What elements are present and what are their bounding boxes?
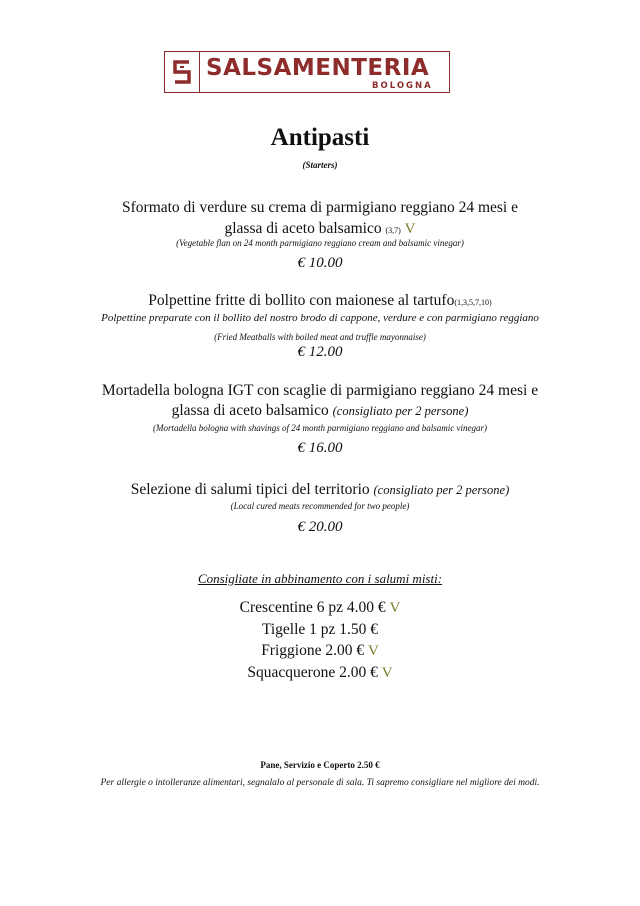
dish-4-note: (Local cured meats recommended for two people)	[230, 501, 410, 511]
section-title: Antipasti	[270, 124, 370, 151]
dish-1-price: € 10.00	[297, 255, 343, 271]
dish-1-line-1: Sformato di verdure su crema di parmigiano reggiano 24 mesi e	[122, 199, 518, 216]
pairing-item	[0, 642, 640, 660]
dish-2-description: Polpettine preparate con il bollito del nostro brodo di cappone, verdure e con parmigiano reggiano	[101, 312, 539, 324]
logo-city: BOLOGNA	[372, 81, 433, 91]
logo-name: SALSAMENTERIA	[206, 55, 430, 81]
pairing-item	[0, 599, 640, 617]
dish-2-name: Polpettine fritte di bollito con maionese al tartufo	[148, 292, 455, 309]
section-subtitle: (Starters)	[302, 160, 338, 170]
dish-2-price: € 12.00	[297, 344, 343, 360]
cover-charge: Pane, Servizio e Coperto 2.50 €	[260, 760, 380, 770]
dish-2-line-1	[0, 292, 640, 310]
pairing-item-veg-mark: V	[381, 665, 393, 681]
dish-4-hint: (consigliato per 2 persone)	[373, 483, 510, 497]
pairing-item-veg-mark: V	[367, 643, 379, 659]
dish-4-price: € 20.00	[297, 519, 343, 535]
pairing-item-text: Crescentine 6 pz 4.00 €	[239, 599, 386, 616]
dish-3-note: (Mortadella bologna with shavings of 24 month parmigiano reggiano and balsamic vinegar)	[153, 423, 487, 433]
dish-4-line-1	[0, 481, 640, 499]
dish-2-note: (Fried Meatballs with boiled meat and truffle mayonnaise)	[214, 332, 426, 342]
pairing-item	[0, 621, 640, 639]
dish-1-line-2	[0, 220, 640, 238]
dish-3-line-1: Mortadella bologna IGT con scaglie di parmigiano reggiano 24 mesi e	[101, 382, 539, 399]
dish-3-line-2	[0, 402, 640, 420]
dish-1-name-end: glassa di aceto balsamico	[224, 220, 382, 237]
salsamenteria-s-mark-icon	[164, 51, 200, 93]
dish-3-hint: (consigliato per 2 persone)	[332, 404, 469, 418]
dish-2-allergens: (1,3,5,7,10)	[454, 298, 492, 307]
pairing-item-text: Squacquerone 2.00 €	[247, 664, 378, 681]
pairing-item-text: Friggione 2.00 €	[261, 642, 365, 659]
dish-1-note: (Vegetable flan on 24 month parmigiano reggiano cream and balsamic vinegar)	[176, 238, 464, 248]
pairing-item-text: Tigelle 1 pz 1.50 €	[261, 621, 379, 638]
dish-1-allergens: (3,7)	[385, 226, 401, 235]
pairings-title: Consigliate in abbinamento con i salumi misti:	[197, 571, 443, 586]
dish-3-price: € 16.00	[297, 440, 343, 456]
dish-1-veg-mark: V	[404, 221, 416, 237]
pairing-item	[0, 664, 640, 682]
dish-4-name: Selezione di salumi tipici del territorio	[130, 481, 370, 498]
logo	[164, 51, 452, 95]
pairing-item-veg-mark: V	[389, 600, 401, 616]
allergy-note: Per allergie o intolleranze alimentari, segnalalo al personale di sala. Ti sapremo consigliare nel migliore dei modi.	[100, 778, 540, 788]
dish-3-name-end: glassa di aceto balsamico	[171, 402, 329, 419]
